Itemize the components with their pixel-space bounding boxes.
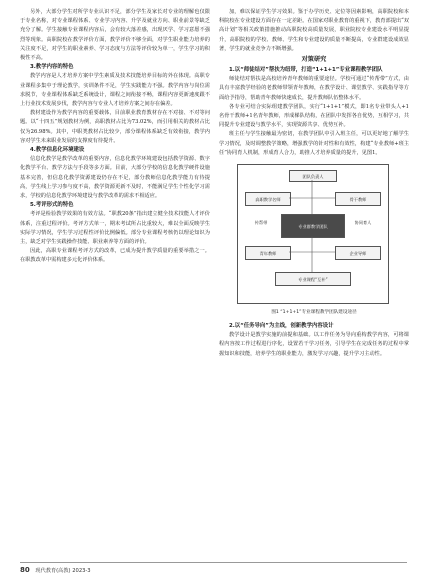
figure-box: 骨干教师 bbox=[335, 192, 381, 206]
figure-box: 企业导师 bbox=[335, 246, 381, 260]
paragraph: 班主任与学生接触最为密切，在教学团队中引入班主任，可以更好地了解学生学习情况，及时调整教学策略，增强教学的针对性和有效性，构建“专业教师+班主任”协同育人机制，形成育人合力，助推人才培养质量的提升，见图1。 bbox=[219, 131, 409, 156]
figure-box: 青年教师 bbox=[245, 246, 291, 260]
section-title: 对策研究 bbox=[301, 56, 327, 64]
section-heading: 2.以“任务导向”为主线，创新教学内容设计 bbox=[229, 323, 334, 330]
section-heading: 3.教学内容的特色 bbox=[30, 64, 74, 71]
paragraph: 因此，高职专业课程考评方式的改革，已成为提升教学质量的重要举措之一。在职教改革中需构建多元化评价体系。 bbox=[20, 248, 210, 264]
figure-caption: 图1 “1+1+1”专业课程教学团队建设途径 bbox=[271, 310, 357, 316]
footer-rule bbox=[20, 562, 407, 563]
figure-box: 高职教学名师 bbox=[245, 192, 291, 206]
section-heading: 5.考评形式的特色 bbox=[30, 202, 74, 209]
page-footer bbox=[20, 566, 91, 574]
figure-label: 协同育人 bbox=[354, 219, 372, 225]
paragraph: 各专业可结合实际组建教学团队，实行“1+1+1”模式，即1名专业带头人+1名骨干教师+1名青年教师，形成梯队结构，在团队中发挥各自优势，互相学习，共同提升专业建设与教学水平，实现资源共享、优势互补。 bbox=[219, 103, 409, 129]
paragraph: 教材建设作为教学内容的重要载体，目前职业教育教材存在不对接、不对等问题。以“十四五”规划教材为例，高职教材占比为73.02%，而引用相关的教材占比仅为26.98%。其中，中职类教材占比较少，部分课程体系缺乏有效衔接，教学内容对学生未来职业发展的支撑度有待提升。 bbox=[20, 110, 210, 144]
journal-name: 现代教育(高教) 2023-3 bbox=[35, 568, 91, 574]
section-heading: 4.教学信息化环境建设 bbox=[30, 147, 85, 154]
paragraph: 考评是检验教学效果的有效方法。“职教20条”指出建立健全技术技能人才评价体系，注重过程评价。考评方式单一，期末考试所占比重较大，难以全面反映学生实际学习情况，学生学习过程性评价比例偏低。部分专业课程考核仍以理论知识为主，缺乏对学生实践操作技能、职业素养等方面的评价。 bbox=[20, 211, 210, 246]
right-column bbox=[219, 8, 409, 359]
paragraph: 教学内容是人才培养方案中学生素质及技术技能培养目标的外在体现。高职专业课程多集中于理论教学，实训条件不足，学生实践能力不强。教学内容与岗位需求脱节，专业课程体系缺乏系统设计，课程之间衔接不畅，课程内容更新速度跟不上行业技术发展步伐，教学内容与专业人才培养方案之间存在偏差。 bbox=[20, 73, 210, 108]
figure-box-base: 专业课程“互补” bbox=[275, 272, 351, 286]
left-column bbox=[20, 8, 210, 266]
paragraph: 另外，大部分学生对所学专业认识不足，部分学生及家长对专业的理解也仅限于专业名称，对专业课程体系、专业学习内容、升学及就业方向、职业前景等缺乏充分了解。学生接触专业课程内容后，会有较大落差感，出现厌学、学习意愿不强烈等现象。高职院校在教学评价方面，教学评价不够全面，对学生职业能力培养的关注度不足，对学生的职业素养、学习态度与方法等评价较为单一，学生学习的积极性不高。 bbox=[20, 9, 210, 62]
figure-connectors bbox=[219, 162, 409, 322]
figure-box-top: 团队负责人 bbox=[289, 170, 337, 182]
page-number: 80 bbox=[20, 566, 30, 574]
figure-box-center: 专业群教学团队 bbox=[281, 214, 345, 238]
figure-label: 传帮带 bbox=[254, 219, 268, 225]
section-heading: 1.以“师徒结对”帮扶为纽带，打造“1+1+1”专业课程教学团队 bbox=[229, 67, 383, 74]
paragraph: 师徒结对帮扶是高校培养青年教师的重要途径。学校可通过“传帮带”方式，由具有丰富教学经验的老教师带领青年教师，在教学设计、课堂教学、实践指导等方面给予指导，帮助青年教师快速成长，提升教师队伍整体水平。 bbox=[219, 76, 409, 101]
figure-1 bbox=[219, 162, 409, 322]
paragraph: 信息化教学是教学改革的重要内容，信息化教学环境建设包括教学资源、数字化教学平台、教学方法与手段等多方面。目前，大部分学校的信息化教学硬件设施基本完善，但信息化教学资源建设仍存在不足，部分教师信息化教学能力有待提高，学生线上学习参与度不高，教学资源更新不及时，不能满足学生个性化学习需求，学校的信息化教学环境建设与教学改革的需求不相适应。 bbox=[20, 156, 210, 200]
paragraph: 加，难以保证学生学习效果。鉴于办学历史、定位等因素影响，高职院校和本科院校在专业建设方面存在一定差距。在国家对职业教育的重视下，教育部提出“双高计划”等相关政策措施推动高职院校高质量发展，职业院校专业建设水平明显提升，高职院校的学校、教师、学生和专业建设的质量不断提高，专业群建设成效显著，学生的就业竞争力不断增强。 bbox=[219, 9, 409, 52]
paragraph: 教学设计是教学实施的前提和基础。以工作任务为导向重构教学内容，可将课程内容按工作过程进行序化，设置若干学习任务，引导学生在完成任务的过程中掌握知识和技能，培养学生的职业能力，激发学习兴趣，提升学习主动性。 bbox=[219, 332, 409, 357]
